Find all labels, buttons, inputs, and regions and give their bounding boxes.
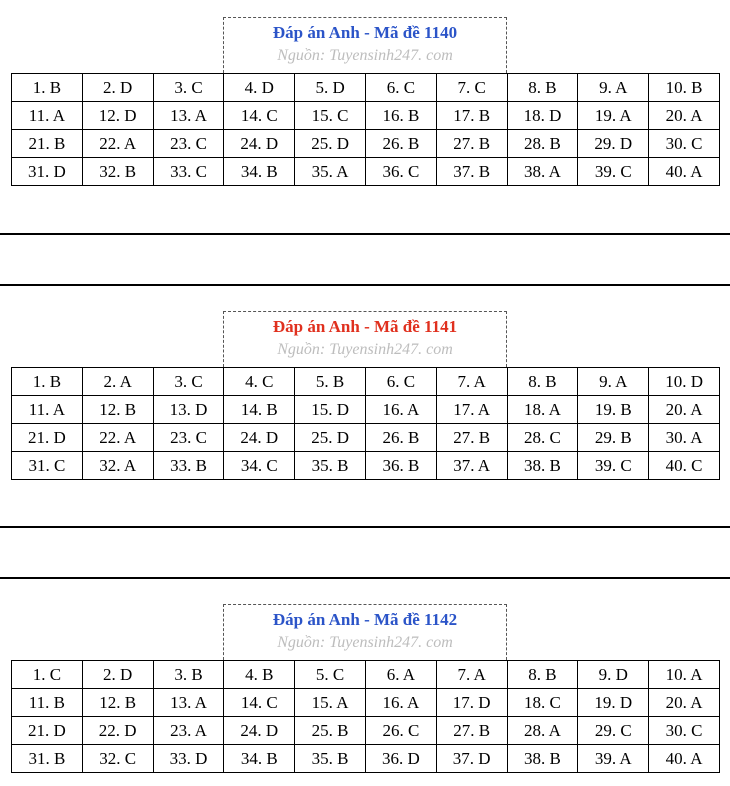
answer-cell: 22. A <box>82 130 153 158</box>
answer-cell: 7. A <box>436 661 507 689</box>
answer-cell: 16. A <box>365 396 436 424</box>
answer-cell: 25. D <box>295 130 366 158</box>
answer-cell: 13. A <box>153 689 224 717</box>
table-row <box>12 661 720 689</box>
answer-cell: 33. C <box>153 158 224 186</box>
answer-cell: 10. B <box>649 74 720 102</box>
answer-table-1 <box>11 73 720 186</box>
answer-cell: 21. B <box>12 130 83 158</box>
answer-cell: 6. C <box>365 368 436 396</box>
answer-cell: 1. C <box>12 661 83 689</box>
answer-cell: 38. B <box>507 745 578 773</box>
answer-cell: 40. A <box>649 745 720 773</box>
answer-cell: 34. C <box>224 452 295 480</box>
answer-cell: 1. B <box>12 368 83 396</box>
answer-cell: 37. A <box>436 452 507 480</box>
answer-table-2 <box>11 367 720 480</box>
table-row <box>12 74 720 102</box>
answer-cell: 17. A <box>436 396 507 424</box>
table-row <box>12 689 720 717</box>
answer-cell: 15. A <box>295 689 366 717</box>
table-row <box>12 424 720 452</box>
answer-cell: 2. D <box>82 74 153 102</box>
answer-cell: 11. A <box>12 396 83 424</box>
answer-cell: 24. D <box>224 424 295 452</box>
answer-cell: 30. C <box>649 717 720 745</box>
answer-cell: 17. D <box>436 689 507 717</box>
answer-cell: 36. D <box>365 745 436 773</box>
section-3-header <box>223 604 507 660</box>
answer-cell: 20. A <box>649 689 720 717</box>
section-3-title: Đáp án Anh - Mã đề 1142 <box>272 610 458 629</box>
answer-cell: 25. B <box>295 717 366 745</box>
answer-cell: 7. C <box>436 74 507 102</box>
answer-cell: 29. D <box>578 130 649 158</box>
section-1-header <box>223 17 507 73</box>
answer-cell: 4. D <box>224 74 295 102</box>
table-row <box>12 745 720 773</box>
answer-cell: 21. D <box>12 717 83 745</box>
answer-cell: 15. D <box>295 396 366 424</box>
answer-cell: 19. A <box>578 102 649 130</box>
answer-cell: 12. D <box>82 102 153 130</box>
answer-cell: 20. A <box>649 102 720 130</box>
answer-cell: 31. D <box>12 158 83 186</box>
answer-cell: 26. C <box>365 717 436 745</box>
answer-cell: 18. D <box>507 102 578 130</box>
answer-cell: 38. B <box>507 452 578 480</box>
table-row <box>12 102 720 130</box>
answer-cell: 10. D <box>649 368 720 396</box>
answer-cell: 14. C <box>224 102 295 130</box>
answer-cell: 9. D <box>578 661 649 689</box>
answer-cell: 2. A <box>82 368 153 396</box>
answer-cell: 23. C <box>153 424 224 452</box>
answer-cell: 10. A <box>649 661 720 689</box>
answer-cell: 27. B <box>436 130 507 158</box>
answer-cell: 30. A <box>649 424 720 452</box>
section-3-source: Nguồn: Tuyensinh247. com <box>277 634 453 651</box>
answer-cell: 23. A <box>153 717 224 745</box>
answer-cell: 14. C <box>224 689 295 717</box>
answer-cell: 2. D <box>82 661 153 689</box>
table-row <box>12 396 720 424</box>
table-row <box>12 158 720 186</box>
answer-cell: 11. B <box>12 689 83 717</box>
answer-cell: 29. C <box>578 717 649 745</box>
answer-cell: 24. D <box>224 130 295 158</box>
answer-cell: 25. D <box>295 424 366 452</box>
answer-table-3 <box>11 660 720 773</box>
section-2-source: Nguồn: Tuyensinh247. com <box>277 341 453 358</box>
answer-cell: 35. B <box>295 452 366 480</box>
answer-cell: 3. B <box>153 661 224 689</box>
answer-cell: 16. B <box>365 102 436 130</box>
answer-cell: 4. B <box>224 661 295 689</box>
answer-cell: 28. C <box>507 424 578 452</box>
answer-cell: 32. A <box>82 452 153 480</box>
answer-cell: 33. D <box>153 745 224 773</box>
answer-cell: 8. B <box>507 368 578 396</box>
section-1-source: Nguồn: Tuyensinh247. com <box>277 47 453 64</box>
answer-cell: 38. A <box>507 158 578 186</box>
section-2-header <box>223 311 507 367</box>
section-1-title: Đáp án Anh - Mã đề 1140 <box>272 23 458 42</box>
answer-cell: 9. A <box>578 368 649 396</box>
answer-cell: 11. A <box>12 102 83 130</box>
answer-cell: 29. B <box>578 424 649 452</box>
answer-cell: 35. B <box>295 745 366 773</box>
answer-cell: 40. A <box>649 158 720 186</box>
answer-cell: 39. C <box>578 158 649 186</box>
answer-cell: 5. B <box>295 368 366 396</box>
divider <box>0 233 730 235</box>
answer-cell: 31. C <box>12 452 83 480</box>
answer-cell: 14. B <box>224 396 295 424</box>
answer-cell: 6. C <box>365 74 436 102</box>
answer-cell: 18. A <box>507 396 578 424</box>
answer-cell: 24. D <box>224 717 295 745</box>
answer-cell: 8. B <box>507 661 578 689</box>
answer-cell: 40. C <box>649 452 720 480</box>
answer-cell: 3. C <box>153 368 224 396</box>
answer-cell: 19. D <box>578 689 649 717</box>
answer-cell: 36. C <box>365 158 436 186</box>
answer-cell: 36. B <box>365 452 436 480</box>
table-row <box>12 368 720 396</box>
answer-cell: 5. D <box>295 74 366 102</box>
answer-cell: 26. B <box>365 130 436 158</box>
answer-cell: 6. A <box>365 661 436 689</box>
table-row <box>12 452 720 480</box>
answer-cell: 32. B <box>82 158 153 186</box>
answer-cell: 7. A <box>436 368 507 396</box>
answer-cell: 21. D <box>12 424 83 452</box>
answer-cell: 17. B <box>436 102 507 130</box>
divider <box>0 577 730 579</box>
answer-cell: 28. A <box>507 717 578 745</box>
answer-cell: 18. C <box>507 689 578 717</box>
answer-cell: 9. A <box>578 74 649 102</box>
answer-cell: 33. B <box>153 452 224 480</box>
table-row <box>12 717 720 745</box>
section-2-title: Đáp án Anh - Mã đề 1141 <box>272 317 458 336</box>
answer-cell: 20. A <box>649 396 720 424</box>
answer-cell: 37. D <box>436 745 507 773</box>
answer-cell: 16. A <box>365 689 436 717</box>
answer-cell: 19. B <box>578 396 649 424</box>
answer-cell: 13. A <box>153 102 224 130</box>
answer-cell: 4. C <box>224 368 295 396</box>
answer-cell: 27. B <box>436 424 507 452</box>
answer-cell: 35. A <box>295 158 366 186</box>
answer-cell: 39. C <box>578 452 649 480</box>
answer-cell: 1. B <box>12 74 83 102</box>
answer-cell: 34. B <box>224 158 295 186</box>
answer-cell: 26. B <box>365 424 436 452</box>
answer-cell: 22. D <box>82 717 153 745</box>
answer-cell: 22. A <box>82 424 153 452</box>
divider <box>0 526 730 528</box>
answer-cell: 5. C <box>295 661 366 689</box>
answer-cell: 3. C <box>153 74 224 102</box>
answer-cell: 39. A <box>578 745 649 773</box>
answer-cell: 30. C <box>649 130 720 158</box>
answer-cell: 34. B <box>224 745 295 773</box>
answer-cell: 8. B <box>507 74 578 102</box>
answer-cell: 28. B <box>507 130 578 158</box>
divider <box>0 284 730 286</box>
answer-cell: 12. B <box>82 396 153 424</box>
answer-cell: 37. B <box>436 158 507 186</box>
answer-cell: 23. C <box>153 130 224 158</box>
answer-cell: 15. C <box>295 102 366 130</box>
answer-cell: 32. C <box>82 745 153 773</box>
table-row <box>12 130 720 158</box>
answer-cell: 13. D <box>153 396 224 424</box>
answer-cell: 27. B <box>436 717 507 745</box>
answer-cell: 12. B <box>82 689 153 717</box>
answer-cell: 31. B <box>12 745 83 773</box>
